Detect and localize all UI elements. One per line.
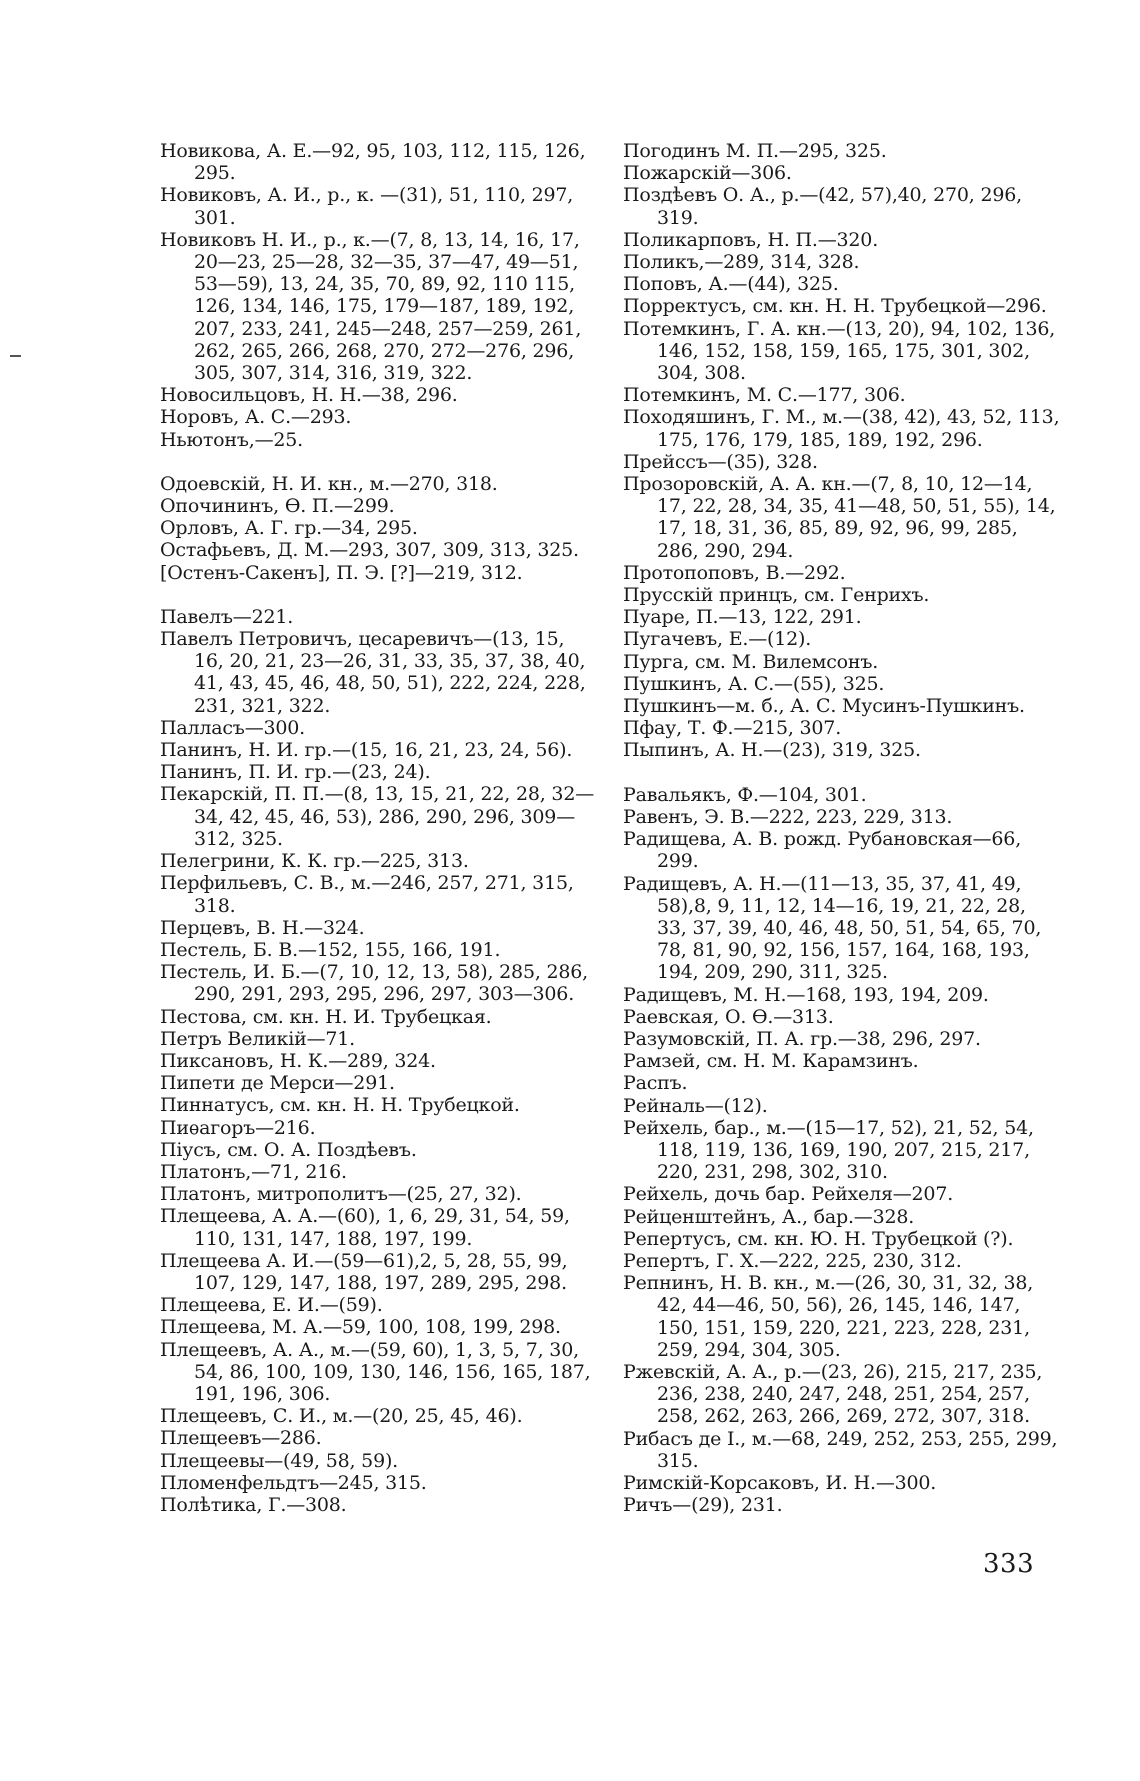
index-entry: Орловъ, А. Г. гр.—34, 295.: [160, 517, 418, 540]
index-entry: Плещеевъ, С. И., м.—(20, 25, 45, 46).: [160, 1405, 523, 1428]
index-entry: Плещеевы—(49, 58, 59).: [160, 1449, 399, 1472]
index-entry: Рейхель, бар., м.—(15—17, 52), 21, 52, 54, 118, 119, 136, 169, 190, 207, 215, 217, 220, 231, 298, 302, 310.: [623, 1116, 1034, 1184]
margin-mark: [10, 355, 21, 357]
index-entry: Павелъ Петровичъ, цесаревичъ—(13, 15, 16, 20, 21, 23—26, 31, 33, 35, 37, 38, 40, 41, 43, 45, 46, 48, 50, 51), 222, 224, 228, 231, 321, 322.: [160, 628, 586, 717]
index-entry: Поликарповъ, Н. П.—320.: [623, 228, 879, 251]
index-entry: Плещеевъ, А. А., м.—(59, 60), 1, 3, 5, 7, 30, 54, 86, 100, 109, 130, 146, 156, 165, 187, 191, 196, 306.: [160, 1338, 591, 1405]
index-entry: Новиковъ Н. И., р., к.—(7, 8, 13, 14, 16, 17, 20—23, 25—28, 32—35, 37—47, 49—51, 53—59), 13, 24, 35, 70, 89, 92, 110 115, 126, 134, 146, 175, 179—187, 189, 192, 207, 233, 241, 245—248, 257—259, 261, 262, 265, 266, 268, 270, 272—276, 296, 305, 307, 314, 316, 319, 322.: [160, 228, 582, 385]
index-entry: Рейхель, дочь бар. Рейхеля—207.: [623, 1183, 954, 1206]
index-entry: Репнинъ, Н. В. кн., м.—(26, 30, 31, 32, 38, 42, 44—46, 50, 56), 26, 145, 146, 147, 150, 151, 159, 220, 221, 223, 228, 231, 259, 294, 304, 305.: [623, 1272, 1034, 1361]
index-entry: Потемкинъ, Г. А. кн.—(13, 20), 94, 102, 136, 146, 152, 158, 159, 165, 175, 301, 302, 304, 308.: [623, 317, 1056, 385]
index-group: [623, 784, 1060, 1517]
index-entry: Рибасъ де І., м.—68, 249, 252, 253, 255, 299, 315.: [623, 1427, 1058, 1472]
index-entry: Пушкинъ, А. С.—(55), 325.: [623, 672, 885, 695]
index-entry: Ричъ—(29), 231.: [623, 1494, 783, 1517]
index-entry: Радищевъ, М. Н.—168, 193, 194, 209.: [623, 983, 989, 1006]
index-entry: Раевская, О. Ѳ.—313.: [623, 1005, 834, 1028]
index-entry: Поликъ,—289, 314, 328.: [623, 251, 860, 274]
index-entry: Распъ.: [623, 1072, 688, 1095]
index-entry: Порректусъ, см. кн. Н. Н. Трубецкой—296.: [623, 295, 1047, 318]
index-entry: Репертусъ, см. кн. Ю. Н. Трубецкой (?).: [623, 1227, 1014, 1250]
index-entry: Перцевъ, В. Н.—324.: [160, 916, 365, 939]
index-entry: Ньютонъ,—25.: [160, 428, 304, 451]
index-group: [160, 140, 598, 451]
index-entry: Пыпинъ, А. Н.—(23), 319, 325.: [623, 739, 921, 762]
group-spacer: [623, 762, 1060, 784]
index-entry: Пфау, Т. Ф.—215, 307.: [623, 717, 842, 740]
index-entry: Рамзей, см. Н. М. Карамзинъ.: [623, 1050, 919, 1073]
index-entry: Панинъ, П. И. гр.—(23, 24).: [160, 761, 431, 784]
index-entry: Пурга, см. М. Вилемсонъ.: [623, 650, 879, 673]
index-entry: Равенъ, Э. В.—222, 223, 229, 313.: [623, 805, 953, 828]
index-entry: Поздѣевъ О. А., р.—(42, 57),40, 270, 296, 319.: [623, 184, 1022, 229]
index-entry: Рейналь—(12).: [623, 1094, 768, 1117]
index-entry: Норовъ, А. С.—293.: [160, 406, 352, 429]
index-entry: Пушкинъ—м. б., А. С. Мусинъ-Пушкинъ.: [623, 695, 1025, 718]
index-group: [623, 140, 1060, 762]
index-entry: Плещеева, М. А.—59, 100, 108, 199, 298.: [160, 1316, 561, 1339]
index-entry: Остафьевъ, Д. М.—293, 307, 309, 313, 325.: [160, 539, 579, 562]
index-entry: Разумовскій, П. А. гр.—38, 296, 297.: [623, 1027, 981, 1050]
group-spacer: [160, 584, 598, 606]
index-entry: Прозоровскій, А. А. кн.—(7, 8, 10, 12—14, 17, 22, 28, 34, 35, 41—48, 50, 51, 55), 14, 17, 18, 31, 36, 85, 89, 92, 96, 99, 285, 286, 290, 294.: [623, 473, 1056, 562]
index-entry: Платонъ, митрополитъ—(25, 27, 32).: [160, 1183, 522, 1206]
index-entry: Ржевскій, А. А., р.—(23, 26), 215, 217, 235, 236, 238, 240, 247, 248, 251, 254, 257, 258, 262, 263, 266, 269, 272, 307, 318.: [623, 1360, 1043, 1428]
index-entry: Опочининъ, Ѳ. П.—299.: [160, 495, 395, 518]
index-entry: Пиѳагоръ—216.: [160, 1116, 316, 1139]
index-entry: Палласъ—300.: [160, 716, 305, 739]
index-entry: Пуаре, П.—13, 122, 291.: [623, 606, 862, 629]
index-group: [160, 473, 598, 584]
index-entry: Петръ Великій—71.: [160, 1027, 355, 1050]
index-entry: Репертъ, Г. Х.—222, 225, 230, 312.: [623, 1249, 962, 1272]
index-entry: Пугачевъ, Е.—(12).: [623, 628, 812, 651]
index-entry: Плещеева, А. А.—(60), 1, 6, 29, 31, 54, 59, 110, 131, 147, 188, 197, 199.: [160, 1205, 570, 1250]
index-entry: Новосильцовъ, Н. Н.—38, 296.: [160, 384, 458, 407]
index-entry: Пелегрини, К. К. гр.—225, 313.: [160, 850, 469, 873]
index-column-right: [623, 140, 1060, 1516]
index-entry: Протопоповъ, В.—292.: [623, 561, 846, 584]
index-entry: Радищевъ, А. Н.—(11—13, 35, 37, 41, 49, 58),8, 9, 11, 12, 14—16, 19, 21, 22, 28, 33, 37, 39, 40, 46, 48, 50, 51, 54, 65, 70, 78, 81, 90, 92, 156, 157, 164, 168, 193, 194, 209, 290, 311, 325.: [623, 872, 1042, 984]
index-entry: Пожарскій—306.: [623, 162, 792, 185]
index-entry: Пестель, И. Б.—(7, 10, 12, 13, 58), 285, 286, 290, 291, 293, 295, 296, 297, 303—306.: [160, 961, 589, 1006]
index-entry: Прусскій принцъ, см. Генрихъ.: [623, 584, 930, 607]
index-entry: Пиксановъ, Н. К.—289, 324.: [160, 1049, 436, 1072]
index-entry: Рейценштейнъ, А., бар.—328.: [623, 1205, 915, 1228]
index-entry: Пестова, см. кн. Н. И. Трубецкая.: [160, 1005, 492, 1028]
index-column-left: [160, 140, 598, 1516]
index-entry: Піусъ, см. О. А. Поздѣевъ.: [160, 1138, 417, 1161]
group-spacer: [160, 451, 598, 473]
index-entry: Плещеева, Е. И.—(59).: [160, 1294, 383, 1317]
index-group: [160, 606, 598, 1516]
index-entry: Полѣтика, Г.—308.: [160, 1493, 347, 1516]
index-entry: Одоевскій, Н. И. кн., м.—270, 318.: [160, 472, 498, 495]
index-entry: Равальякъ, Ф.—104, 301.: [623, 783, 867, 806]
index-entry: Перфильевъ, С. В., м.—246, 257, 271, 315, 318.: [160, 872, 574, 917]
index-entry: Панинъ, Н. И. гр.—(15, 16, 21, 23, 24, 56).: [160, 739, 573, 762]
index-entry: Пипети де Мерси—291.: [160, 1072, 395, 1095]
index-entry: Платонъ,—71, 216.: [160, 1160, 347, 1183]
index-entry: Поповъ, А.—(44), 325.: [623, 273, 839, 296]
index-entry: Пломенфельдтъ—245, 315.: [160, 1471, 427, 1494]
index-entry: [Остенъ-Сакенъ], П. Э. [?]—219, 312.: [160, 561, 523, 584]
index-entry: Потемкинъ, М. С.—177, 306.: [623, 384, 906, 407]
index-entry: Пестель, Б. В.—152, 155, 166, 191.: [160, 938, 501, 961]
index-entry: Пекарскій, П. П.—(8, 13, 15, 21, 22, 28, 32—34, 42, 45, 46, 53), 286, 290, 296, 309—312, 325.: [160, 783, 595, 850]
index-entry: Римскій-Корсаковъ, И. Н.—300.: [623, 1471, 937, 1494]
index-entry: Радищева, А. В. рожд. Рубановская—66, 299.: [623, 828, 1022, 873]
index-entry: Новикова, А. Е.—92, 95, 103, 112, 115, 126, 295.: [160, 140, 586, 185]
index-entry: Плещеева А. И.—(59—61),2, 5, 28, 55, 99, 107, 129, 147, 188, 197, 289, 295, 298.: [160, 1249, 568, 1294]
index-entry: Павелъ—221.: [160, 605, 294, 628]
index-entry: Плещеевъ—286.: [160, 1427, 322, 1450]
index-entry: Пиннатусъ, см. кн. Н. Н. Трубецкой.: [160, 1094, 520, 1117]
index-entry: Прейссъ—(35), 328.: [623, 450, 818, 473]
index-entry: Походяшинъ, Г. М., м.—(38, 42), 43, 52, 113, 175, 176, 179, 185, 189, 192, 296.: [623, 406, 1060, 451]
index-entry: Новиковъ, А. И., р., к. —(31), 51, 110, 297, 301.: [160, 184, 574, 229]
index-entry: Погодинъ М. П.—295, 325.: [623, 140, 887, 162]
page-number: 333: [983, 1549, 1035, 1579]
